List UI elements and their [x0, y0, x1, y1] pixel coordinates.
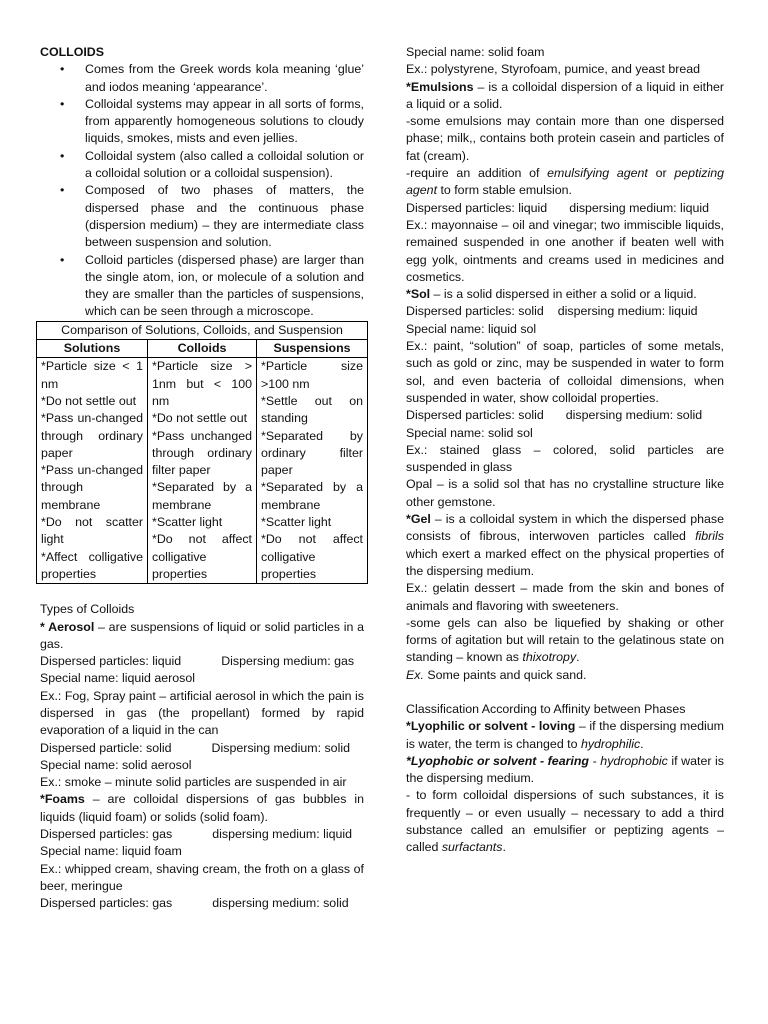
lyophobic-definition: *Lyophobic or solvent - fearing - hydrophobic if water is the dispersing medium. — [406, 753, 724, 786]
cell-line: *Do not affect colligative properties — [261, 532, 363, 581]
section-heading: COLLOIDS — [40, 45, 105, 59]
cell-line: *Particle size > 1nm but < 100 nm — [152, 359, 252, 408]
cell-line: *Particle size < 1 nm — [41, 359, 143, 391]
bullet-item: • Colloid particles (dispersed phase) are larger than the single atom, ion, or molecule of a solution and they are smaller than the particles of suspensions, which can be seen through a microscope. — [85, 252, 364, 321]
special-name: Special name: liquid aerosol — [40, 671, 195, 686]
column-header: Colloids — [148, 340, 257, 358]
opal-note: Opal – is a solid sol that has no crystalline structure like other gemstone. — [406, 477, 724, 509]
cell-line: *Affect colligative properties — [41, 549, 143, 581]
subheading: Classification According to Affinity between Phases — [406, 701, 686, 716]
example: Ex.: mayonnaise – oil and vinegar; two immiscible liquids, remained suspended in one another if beaten well with egg yolk, ointments and creams used in medicines and cosmetics. — [406, 217, 724, 284]
cell-line: *Separated by ordinary filter paper — [261, 428, 363, 478]
foam-definition: *Foams – are colloidal dispersions of gas bubbles in liquids (liquid foam) or solids (solid foam). — [40, 792, 364, 824]
subheading: Types of Colloids — [40, 602, 135, 617]
example: Ex. Some paints and quick sand. — [406, 667, 587, 682]
dispersion-line: Dispersed particle: solid Dispersing medium: solid — [40, 740, 350, 755]
intro-bullets — [40, 61, 364, 320]
note: -some gels can also be liquefied by shaking or other forms of agitation but will retain to the gelatinous state on standing – known as thixotropy. — [406, 615, 724, 665]
cell-line: *Settle out on standing — [261, 393, 363, 426]
lyophilic-definition: *Lyophilic or solvent - loving – if the dispersing medium is water, the term is changed to hydrophilic. — [406, 719, 724, 751]
cell-line: *Scatter light — [261, 515, 332, 530]
bullet-item: • Colloidal system (also called a colloidal solution or a colloidal solution or a colloidal suspension). — [85, 148, 364, 183]
example: Ex.: whipped cream, shaving cream, the froth on a glass of beer, meringue — [40, 861, 364, 893]
bullet-item: • Colloidal systems may appear in all sorts of forms, from apparently homogeneous solutions to cloudy liquids, smokes, mists and even jellies. — [85, 96, 364, 148]
dispersion-line: Dispersed particles: liquid dispersing medium: liquid — [406, 200, 709, 215]
dispersion-line: Dispersed particles: gas dispersing medium: liquid — [40, 827, 353, 842]
left-column — [40, 44, 364, 913]
cell-line: *Do not scatter light — [41, 515, 143, 547]
dispersion-line: Dispersed particles: solid dispersing medium: liquid — [406, 304, 698, 319]
cell-line: *Do not settle out — [152, 411, 248, 426]
cell-line: *Separated by a membrane — [261, 480, 363, 512]
note: -some emulsions may contain more than one dispersed phase; milk,, contains both protein casein and particles of fat (cream). — [406, 114, 724, 163]
emulsion-definition: *Emulsions – is a colloidal dispersion of a liquid in either a liquid or a solid. — [406, 79, 724, 111]
dispersion-line: Dispersed particles: liquid Dispersing medium: gas — [40, 654, 355, 669]
aerosol-definition: * Aerosol – are suspensions of liquid or solid particles in a gas. — [40, 619, 365, 651]
table-caption: Comparison of Solutions, Colloids, and Suspension — [37, 321, 368, 339]
special-name: Special name: solid foam — [406, 45, 545, 59]
types-of-colloids — [40, 601, 364, 912]
example: Ex.: Fog, Spray paint – artificial aerosol in which the pain is dispersed in gas (the propellant) formed by rapid evaporation of a liquid in the can — [40, 688, 364, 738]
example: Ex.: paint, “solution” of soap, particles of some metals, such as gold or zinc, may be suspended in water to form sol, and even bacteria of colloidal dimensions, when suspended in water, show colloidal properties. — [406, 339, 724, 405]
dispersion-line: Dispersed particles: solid dispersing medium: solid — [406, 408, 703, 423]
special-name: Special name: solid aerosol — [40, 757, 192, 772]
column-header: Solutions — [37, 340, 148, 358]
example: Ex.: gelatin dessert – made from the skin and bones of animals and flavoring with sweeteners. — [406, 581, 724, 613]
cell-line: *Pass un-changed through ordinary paper — [41, 411, 143, 460]
table-cell-colloids — [148, 358, 257, 584]
cell-line: *Pass un-changed through membrane — [41, 463, 143, 512]
special-name: Special name: solid sol — [406, 425, 533, 440]
cell-line: *Scatter light — [152, 515, 223, 530]
gel-definition: *Gel – is a colloidal system in which the dispersed phase consists of fibrous, interwoven particles called fibrils which exert a marked effect on the physical properties of the dispersing medium. — [406, 512, 724, 578]
right-column — [406, 44, 724, 857]
cell-line: *Particle size >100 nm — [261, 359, 363, 391]
table-cell-solutions — [37, 358, 148, 584]
sol-definition: *Sol – is a solid dispersed in either a solid or a liquid. — [406, 287, 697, 302]
note: - to form colloidal dispersions of such substances, it is frequently – or even usually – necessary to add a third substance called an emulsifier or peptizing agents – called surfactants. — [406, 788, 724, 855]
table-cell-suspensions — [257, 358, 368, 584]
example: Ex.: polystyrene, Styrofoam, pumice, and yeast bread — [406, 62, 701, 77]
dispersion-line: Dispersed particles: gas dispersing medium: solid — [40, 896, 349, 911]
cell-line: *Do not affect colligative properties — [152, 532, 252, 581]
bullet-item: • Comes from the Greek words kola meaning ‘glue’ and iodos meaning ‘appearance’. — [85, 61, 364, 96]
cell-line: *Pass unchanged through ordinary filter paper — [152, 428, 252, 478]
bullet-item: • Composed of two phases of matters, the dispersed phase and the continuous phase (dispersion medium) – they are intermediate class between suspension and solution. — [85, 182, 364, 251]
special-name: Special name: liquid sol — [406, 321, 537, 336]
comparison-table — [36, 321, 368, 584]
note: -require an addition of emulsifying agent or peptizing agent to form stable emulsion. — [406, 166, 724, 198]
cell-line: *Do not settle out — [41, 393, 137, 408]
column-header: Suspensions — [257, 340, 368, 358]
cell-line: *Separated by a membrane — [152, 480, 252, 512]
special-name: Special name: liquid foam — [40, 844, 182, 859]
example: Ex.: stained glass – colored, solid particles are suspended in glass — [406, 442, 724, 475]
example: Ex.: smoke – minute solid particles are suspended in air — [40, 775, 347, 790]
